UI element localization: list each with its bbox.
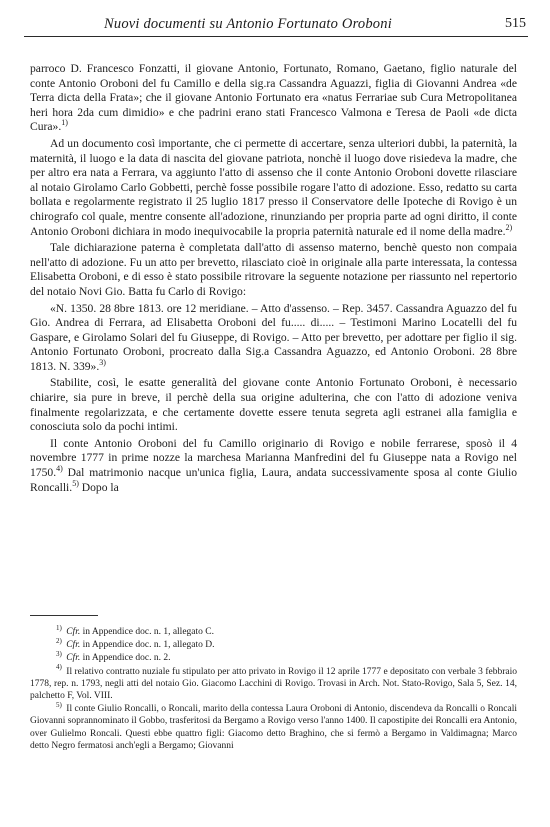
footnote-3: [30, 652, 517, 664]
paragraph-6: [30, 437, 517, 495]
running-header: [24, 12, 528, 37]
paragraph-1-text: parroco D. Francesco Fonzatti, il giovane Antonio, Fortunato, Romano, Gaetano, figlio naturale del conte Antonio Oroboni del fu Camillo e della sig.ra Cassandra Aguazzi, figlia di Giovanni Andrea «de Terra dicta della Frata»; che il giovane Antonio Fortunato era «natus Ferrariae sub Cura Metropolitanea heri hora 2da cum dimidio» e che padrini erano stati Francesco Valmona e Teresa de Paoli «de dicta Cura».: [30, 62, 517, 134]
paragraph-3: [30, 241, 517, 299]
footnote-text: Il conte Giulio Roncalli, o Roncali, marito della contessa Laura Oroboni di Antonio, discendeva da Roncalli o Roncali Giovanni soprannominato il Gobbo, trasferitosi da Bergamo a Rovigo verso l'anno 1400. Il capostipite dei Roncalli era Antonio, over Gulielmo Roncali. Questi ebbe quattro figli: Giacomo detto Braghino, che si fermò a Bergamo in Valdimagna; Marco detto Negro fermatosi anch'egli a Bergamo; Giovanni: [30, 704, 518, 751]
paragraph-3-text: Tale dichiarazione paterna è completata dall'atto di assenso materno, benchè questo non compaia nell'atto di adozione. Fu un atto per brevetto, rilasciato cioè in originale alla parte interessata, la contessa Elisabetta Oroboni, e di esso è stato possibile ritrovare la seguente notazione per riassunto nel repertorio del notaio Novi Gio. Batta fu Carlo di Rovigo:: [30, 241, 517, 298]
footnotes: [30, 623, 518, 753]
footnote-ref-4: 4): [56, 464, 63, 474]
running-title: Nuovi documenti su Antonio Fortunato Oroboni: [104, 16, 392, 32]
footnote-ref-2: 2): [505, 222, 513, 232]
footnote-text: in Appendice doc. n. 1, allegato C.: [82, 627, 214, 637]
footnote-number: 5): [56, 701, 62, 710]
footnote-text: in Appendice doc. n. 1, allegato D.: [82, 640, 215, 651]
footnote-ref-3: 3): [99, 358, 106, 368]
paragraph-4-text: «N. 1350. 28 8bre 1813. ore 12 meridiane. – Atto d'assenso. – Rep. 3457. Cassandra Aguazzo del fu Gio. Andrea di Ferrara, ad Elisabetta Oroboni del fu..... di..... – Testimoni Marino Locatelli del fu Gaspare, e Girolamo Solari del fu Giuseppe, di Rovigo. – Atto per brevetto, per adottare per figlio il sig. Antonio Fortunato Oroboni, procreato dalla Sig.a Cassandra Aguazzo, ed Antonio Oroboni. 28 8bre 1813. N. 339».: [30, 301, 517, 373]
paragraph-5-text: Stabilite, così, le esatte generalità del giovane conte Antonio Fortunato Oroboni, è necessario chiarire, sia pure in breve, il perchè della sua origine adulterina, che con l'atto di adozione veniva finalmente regolarizzata, e che certamente dovette essere tenuta segreta agli estranei alla famiglia e conosciuta solo da pochi intimi.: [30, 376, 517, 434]
paragraph-2: [30, 137, 517, 239]
footnote-number: 4): [56, 663, 62, 672]
footnote-ref-5: 5): [72, 478, 79, 488]
footnote-text: in Appendice doc. n. 2.: [82, 653, 171, 664]
footnote-cfr: Cfr.: [66, 627, 81, 637]
footnote-number: 2): [56, 637, 62, 646]
footnote-divider: [30, 615, 98, 616]
footnote-cfr: Cfr.: [66, 640, 81, 651]
footnote-4: [30, 663, 517, 703]
footnote-5: [30, 703, 517, 752]
footnote-cfr: Cfr.: [66, 653, 81, 664]
footnote-text: Il relativo contratto nuziale fu stipulato per atto privato in Rovigo il 12 aprile 1777 e depositato con verbale 3 febbraio 1778, rep. n. 1793, negli atti del notaio Gio. Giacomo Lacchini di Rovigo. Trovasi in Arch. Not. Stato-Rovigo, Sala 5, Sez. 14, palchetto F, Vol. VIII.: [30, 666, 517, 702]
footnote-ref-1: 1): [61, 118, 68, 128]
footnote-number: 3): [56, 650, 62, 659]
paragraph-4-quote: [30, 302, 517, 375]
paragraph-1: [30, 62, 517, 135]
footnote-1: [30, 623, 517, 638]
paragraph-5: [30, 376, 517, 434]
footnote-2: [30, 639, 517, 651]
paragraph-6-end: Dopo la: [81, 480, 119, 494]
paragraph-2-text: Ad un documento così importante, che ci permette di accertare, senza ulteriori dubbi, la paternità, la maternità, il luogo e la data di nascita del giovane patriota, nonchè il luogo dove risiedeva la madre, che per altro era nata a Ferrara, va aggiunto l'atto di assenso che il conte Antonio Oroboni dovette rilasciare al notaio Girolamo Carlo Gobbetti, perchè fosse possibile rogare l'atto di adozione. Esso, redatto su carta bollata e regolarmente registrato il 25 luglio 1817 presso il Conservatore delle Ipoteche di Rovigo è un chirografo col quale, mentre consente all'adozione, rinunziando per propria parte ad ogni diritto, il conte Antonio Oroboni dichiara in modo inequivocabile la propria paternità naturale ed il nome della madre.: [30, 136, 517, 238]
footnote-number: 1): [56, 623, 62, 632]
page-number: 515: [505, 16, 526, 31]
paragraph-6-continued: Dal matrimonio nacque un'unica figlia, Laura, andata successivamente sposa al conte Giulio Roncalli.: [30, 466, 517, 494]
body-text: [30, 62, 517, 497]
paragraph-6-text: Il conte Antonio Oroboni del fu Camillo originario di Rovigo e nobile ferrarese, sposò il 4 novembre 1777 in prime nozze la marchesa Marianna Manfredini del fu Giuseppe nata a Rovigo nel 1750.: [30, 436, 517, 480]
